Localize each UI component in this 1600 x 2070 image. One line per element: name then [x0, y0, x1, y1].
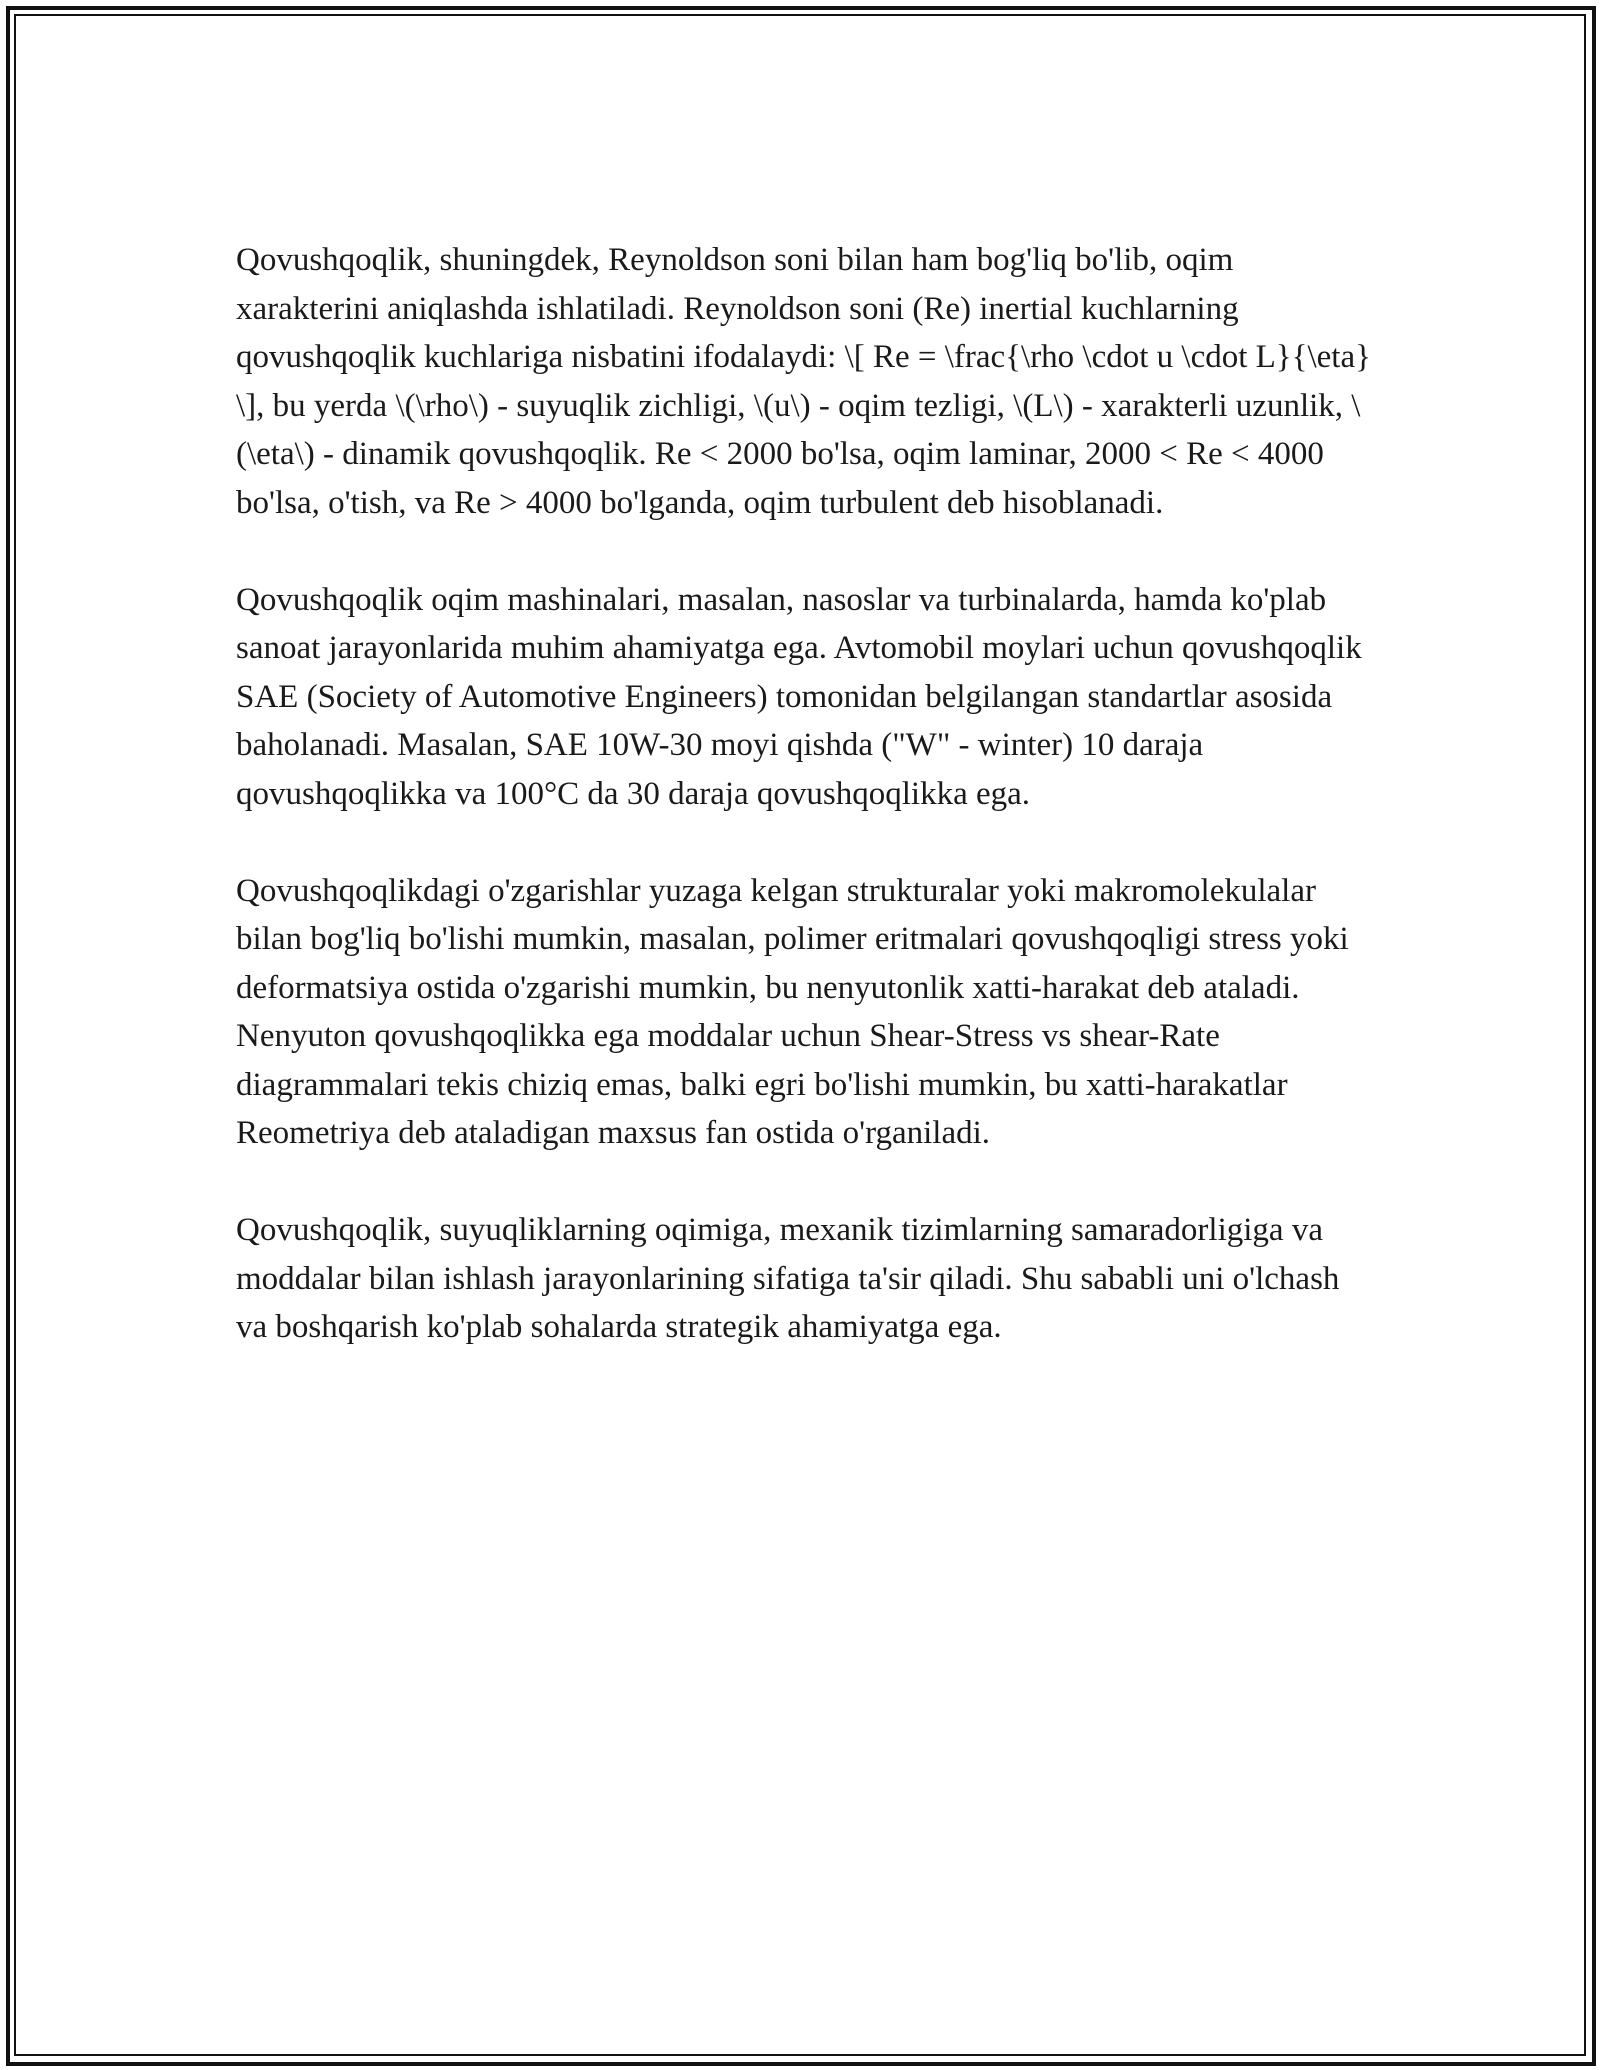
- paragraph-reynolds-number: Qovushqoqlik, shuningdek, Reynoldson soni bilan ham bog'liq bo'lib, oqim xarakterini aniqlashda ishlatiladi. Reynoldson soni (Re) inertial kuchlarning qovushqoqlik kuchlariga nisbatini ifodalaydi: \[ Re = \frac{\rho \cdot u \cdot L}{\eta} \], bu yerda \(\rho\) - suyuqlik zichligi, \(u\) - oqim tezligi, \(L\) - xarakterli uzunlik, \(\eta\) - dinamik qovushqoqlik. Re < 2000 bo'lsa, oqim laminar, 2000 < Re < 4000 bo'lsa, o'tish, va Re > 4000 bo'lganda, oqim turbulent deb hisoblanadi.: [236, 242, 1371, 521]
- document-body: [236, 236, 1376, 1400]
- paragraph-non-newtonian: Qovushqoqlikdagi o'zgarishlar yuzaga kelgan strukturalar yoki makromolekulalar bilan bog'liq bo'lishi mumkin, masalan, polimer eritmalari qovushqoqligi stress yoki deformatsiya ostida o'zgarishi mumkin, bu nenyutonlik xatti-harakat deb ataladi. Nenyuton qovushqoqlikka ega moddalar uchun Shear-Stress vs shear-Rate diagrammalari tekis chiziq emas, balki egri bo'lishi mumkin, bu xatti-harakatlar Reometriya deb ataladigan maxsus fan ostida o'rganiladi.: [236, 872, 1349, 1151]
- paragraph-conclusion: Qovushqoqlik, suyuqliklarning oqimiga, mexanik tizimlarning samaradorligiga va moddalar bilan ishlash jarayonlarining sifatiga ta'sir qiladi. Shu sababli uni o'lchash va boshqarish ko'plab sohalarda strategik ahamiyatga ega.: [236, 1212, 1340, 1345]
- paragraph-sae-oil-viscosity: Qovushqoqlik oqim mashinalari, masalan, nasoslar va turbinalarda, hamda ko'plab sanoat jarayonlarida muhim ahamiyatga ega. Avtomobil moylari uchun qovushqoqlik SAE (Society of Automotive Engineers) tomonidan belgilangan standartlar asosida baholanadi. Masalan, SAE 10W-30 moyi qishda ("W" - winter) 10 daraja qovushqoqlikka va 100°C da 30 daraja qovushqoqlikka ega.: [236, 581, 1362, 812]
